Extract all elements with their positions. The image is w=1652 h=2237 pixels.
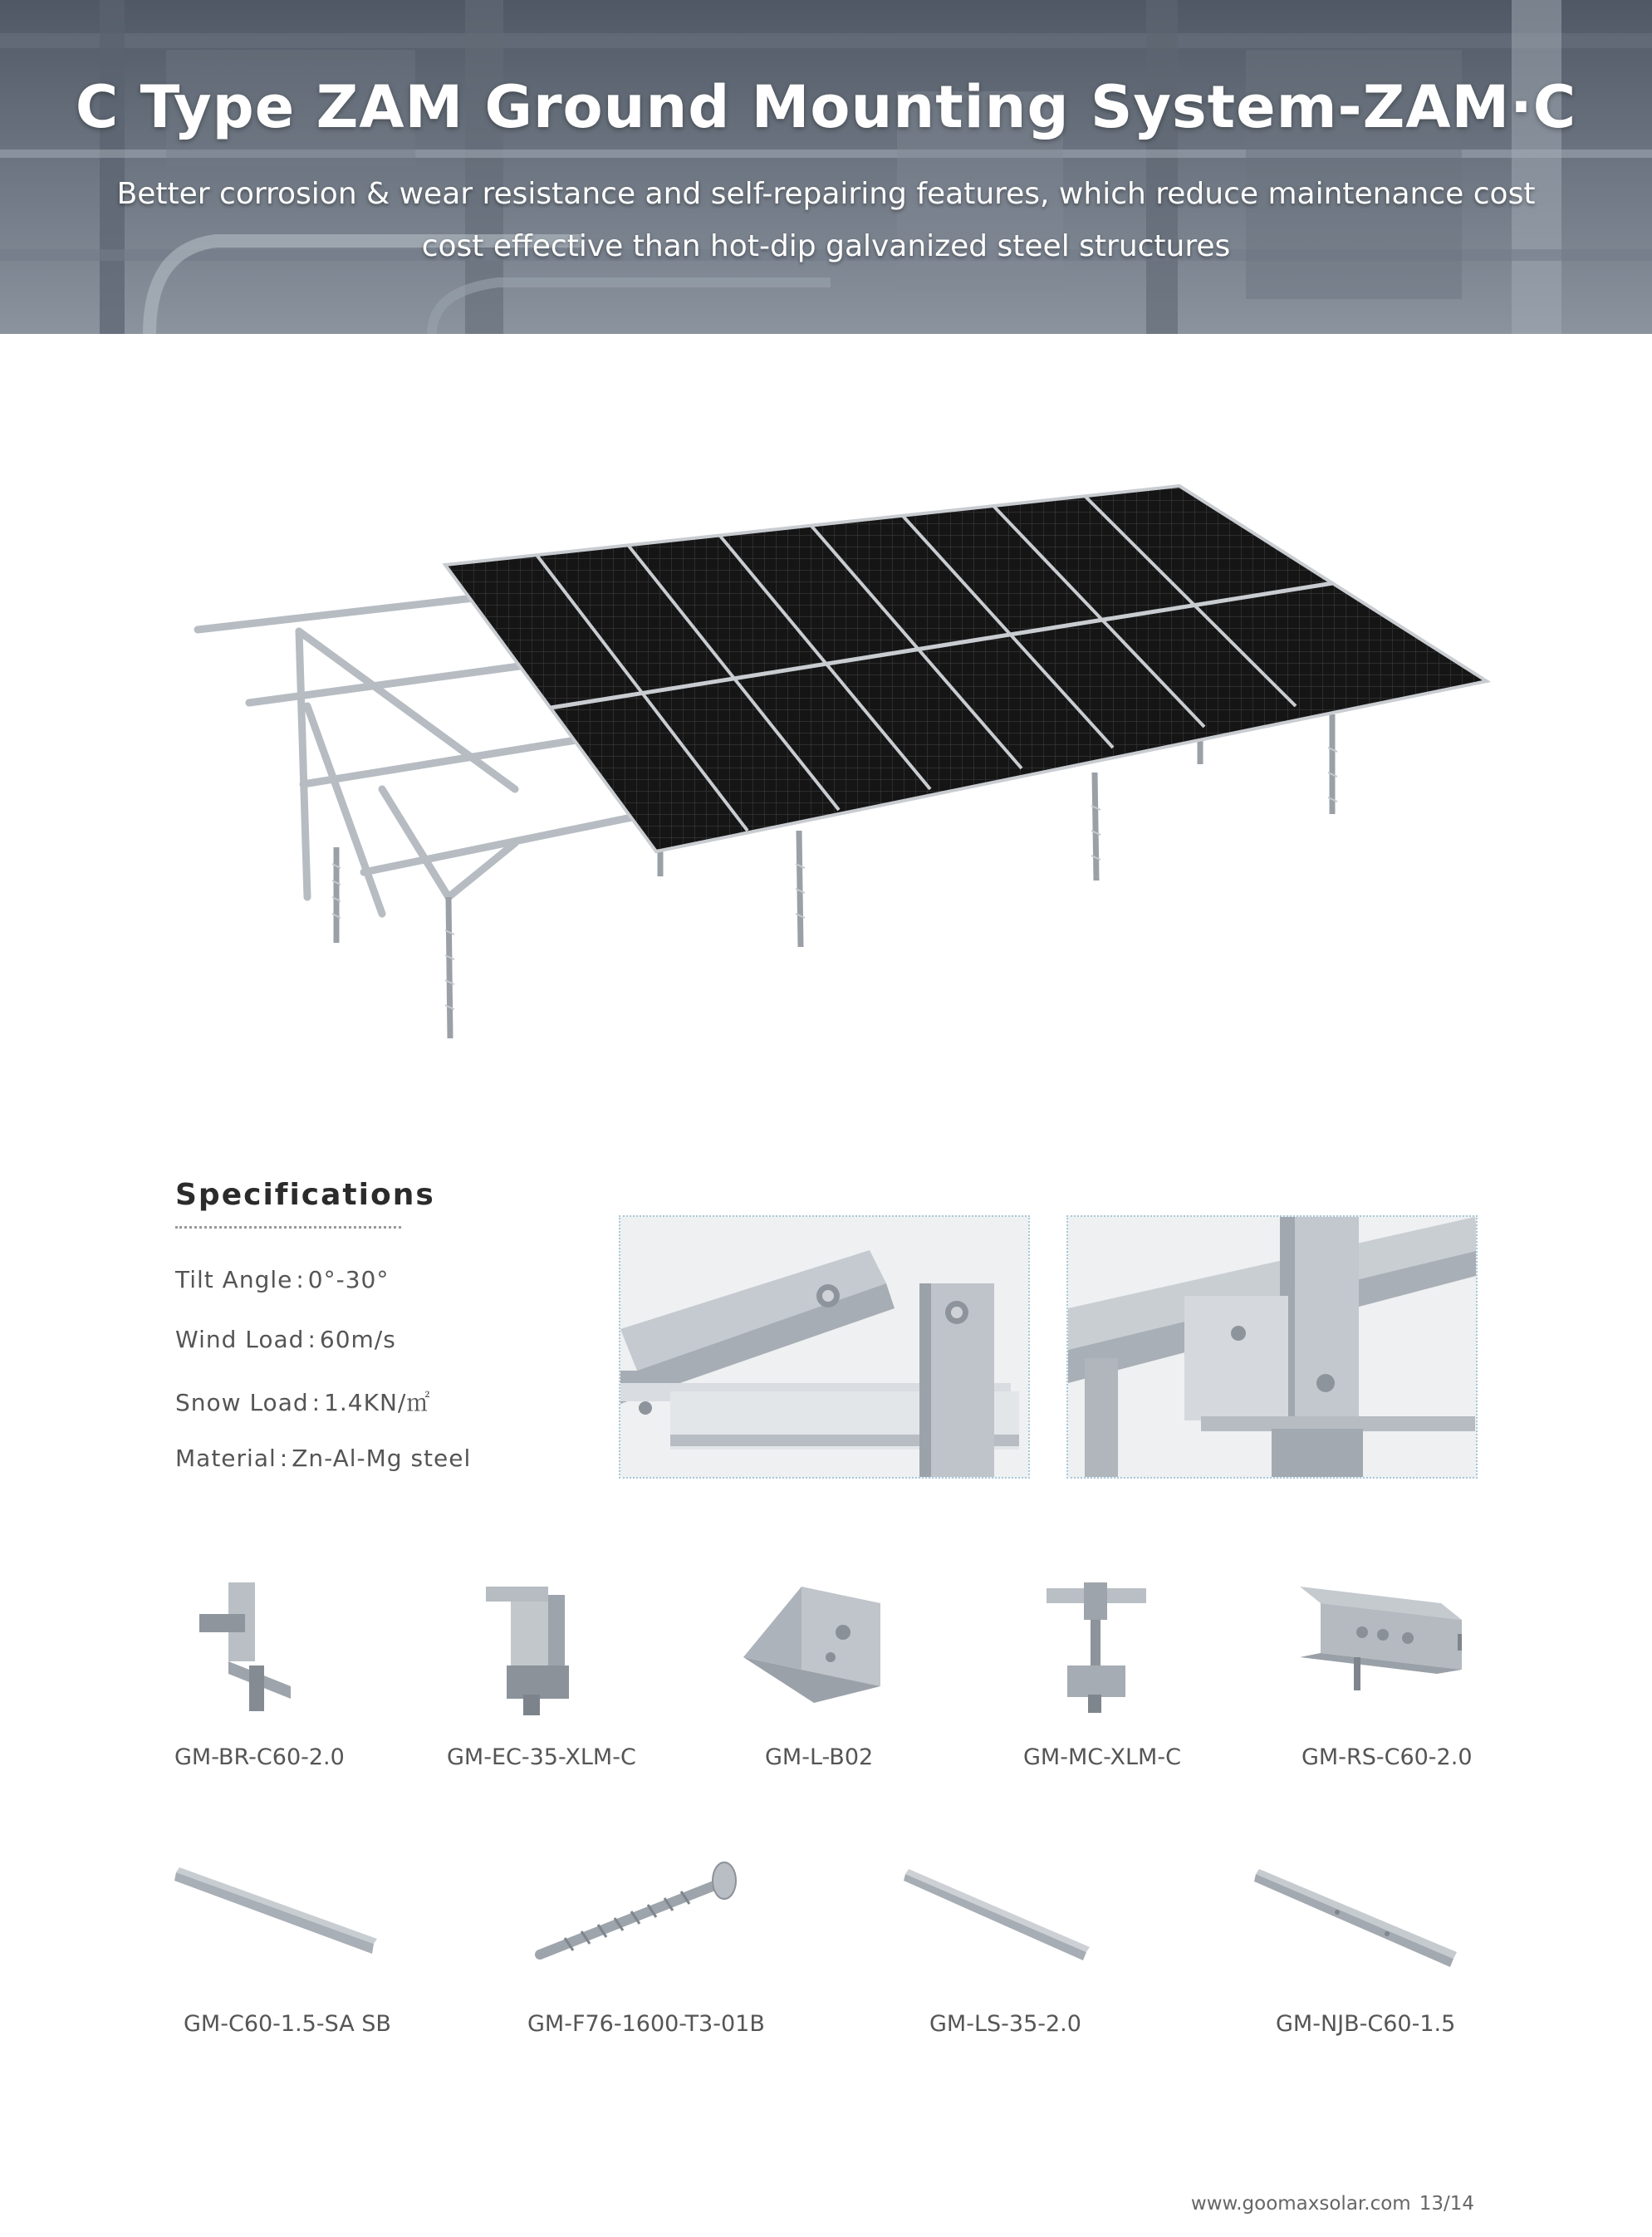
c-rail-icon [174,1867,378,1959]
part-image-l [739,1578,885,1715]
spec-value: 60m/s [319,1326,396,1353]
part-image-njb [1254,1869,1458,1973]
ground-screw-icon [532,1859,748,1967]
rail-connection-image [620,1217,1030,1479]
spec-value: 0°-30° [307,1266,390,1293]
part-image-rs [1296,1582,1462,1699]
detail-photo-rail-connection [619,1215,1030,1479]
mid-clamp-icon [1042,1578,1150,1715]
website-link[interactable]: www.goomaxsolar.com [1190,2193,1411,2215]
spec-separator: : [279,1445,289,1472]
part-label: GM-LS-35-2.0 [929,2011,1081,2037]
part-label: GM-L-B02 [765,1744,874,1770]
spec-separator: : [307,1326,316,1353]
page-footer [1183,2193,1474,2215]
ground-mount-illustration [183,465,1512,1063]
part-image-c60-rail [174,1867,378,1959]
spec-label: Snow Load [175,1389,309,1416]
brace-rail-icon [1254,1869,1458,1973]
spec-separator: : [296,1266,305,1293]
subtitle-line-1: Better corrosion & wear resistance and self-repairing features, which reduce maintenance cost [116,177,1536,211]
part-image-ls [904,1869,1091,1965]
part-label: GM-BR-C60-2.0 [174,1744,345,1770]
spec-value: 1.4KN/㎡ [324,1389,431,1416]
part-image-br [187,1574,311,1715]
bracket-icon [191,1574,307,1715]
page-number: 13/14 [1419,2193,1474,2215]
part-label: GM-F76-1600-T3-01B [527,2011,765,2037]
spec-label: Wind Load [175,1326,305,1353]
specifications-heading: Specifications [175,1178,435,1212]
rail-splice-icon [1296,1582,1462,1699]
part-image-mc [1042,1578,1150,1715]
part-label: GM-RS-C60-2.0 [1302,1744,1473,1770]
l-rail-icon [904,1869,1091,1965]
factory-background-image [0,0,1652,334]
pile-connection-image [1068,1217,1478,1479]
part-label: GM-C60-1.5-SA SB [184,2011,391,2037]
part-label: GM-MC-XLM-C [1023,1744,1181,1770]
spec-value: Zn-Al-Mg steel [292,1445,472,1472]
spec-label: Material [175,1445,277,1472]
spec-material [175,1445,471,1472]
subtitle-line-2: cost effective than hot-dip galvanized steel structures [421,229,1231,263]
header-banner [0,0,1652,334]
l-bracket-icon [739,1578,885,1715]
part-label: GM-EC-35-XLM-C [447,1744,636,1770]
part-image-ec [482,1578,590,1719]
spec-separator: : [311,1389,321,1416]
spec-wind-load [175,1326,396,1353]
page-title: C Type ZAM Ground Mounting System-ZAM·C [75,73,1577,141]
spec-snow-load [175,1385,430,1418]
part-image-screw-pile [532,1859,748,1967]
specifications-divider [175,1226,401,1229]
spec-label: Tilt Angle [175,1266,293,1293]
spec-tilt-angle [175,1266,389,1293]
end-clamp-icon [482,1578,590,1719]
part-label: GM-NJB-C60-1.5 [1276,2011,1456,2037]
detail-photo-pile-connection [1066,1215,1478,1479]
